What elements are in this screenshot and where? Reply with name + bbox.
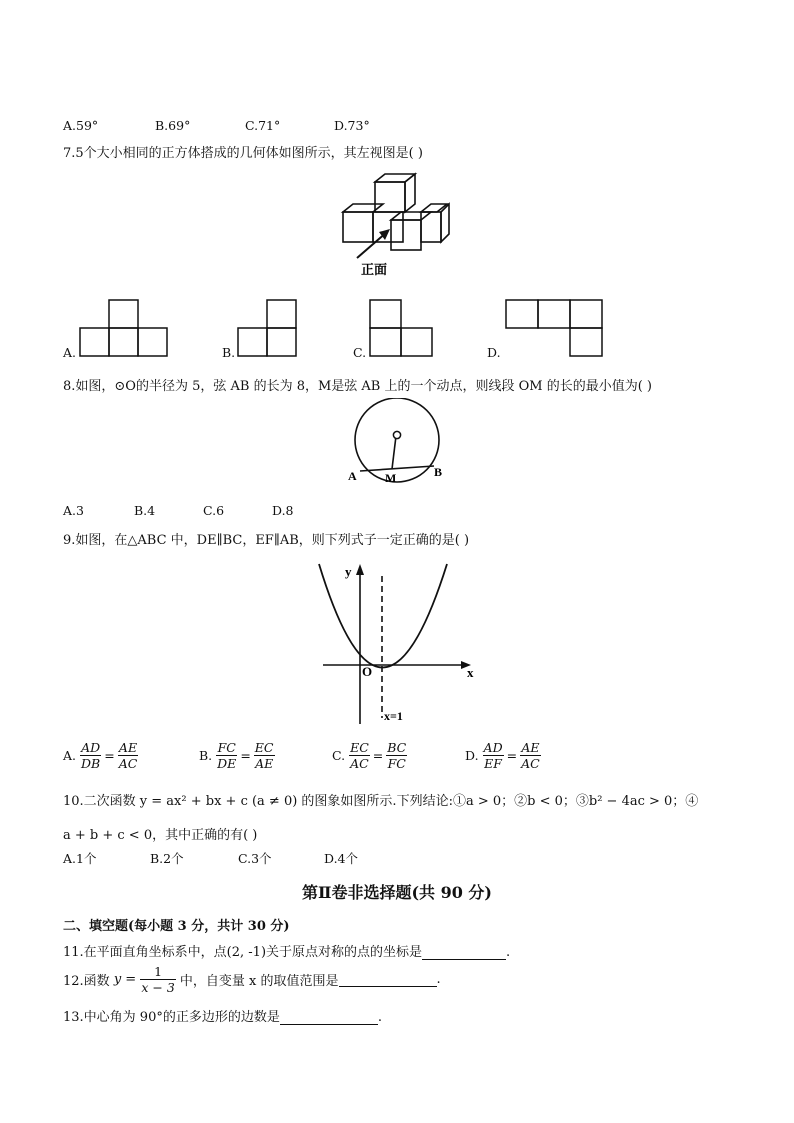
q8-label-m: M <box>385 471 397 485</box>
q8-label-a: A <box>348 469 357 483</box>
q7-stem: 7.5个大小相同的正方体搭成的几何体如图所示，其左视图是( ) <box>63 146 423 161</box>
q8-label-b: B <box>434 465 443 479</box>
q7-option-b-label: B. <box>222 345 236 360</box>
q10-line2: a + b + c < 0，其中正确的有( ) <box>63 828 258 843</box>
q12-fraction: $\frac{1}{x - 3}$ <box>141 964 175 995</box>
q9-option-d-prefix: D. <box>465 748 479 763</box>
q9-parabola-graph <box>305 556 485 728</box>
q9-option-c-prefix: C. <box>332 748 346 763</box>
q7-option-b-figure <box>236 298 298 358</box>
q7-option-d-label: D. <box>487 345 501 360</box>
q12-y: y = <box>113 972 137 987</box>
q13-end: . <box>377 1010 382 1025</box>
q12-pre: 12.函数 <box>63 974 110 989</box>
q12-answer-blank[interactable] <box>339 972 437 987</box>
q10-option-d: D.4个 <box>324 851 359 866</box>
q6-option-d: D.73° <box>334 118 370 133</box>
q9-stem: 9.如图，在△ABC 中，DE∥BC，EF∥AB，则下列式子一定正确的是( ) <box>63 533 470 548</box>
q12-end: . <box>436 972 441 987</box>
q7-option-c-figure <box>368 298 434 358</box>
q9-graph-x-label: x <box>467 665 474 680</box>
q9-option-d-right-fraction: $\frac{AE}{AC}$ <box>521 740 540 771</box>
q9-option-c-left-fraction: $\frac{EC}{AC}$ <box>350 740 369 771</box>
q9-option-a-prefix: A. <box>63 748 77 763</box>
q9-option-c: C. $\frac{EC}{AC}$ = $\frac{BC}{FC}$ <box>332 740 407 771</box>
q9-graph-origin-label: O <box>362 664 373 679</box>
q9-option-b-prefix: B. <box>199 748 213 763</box>
part2-title: 第Ⅱ卷非选择题(共 90 分) <box>301 883 493 902</box>
q13 <box>63 1006 382 1025</box>
q10-option-a: A.1个 <box>63 851 97 866</box>
q9-option-b: B. $\frac{FC}{DE}$ = $\frac{EC}{AE}$ <box>199 740 274 771</box>
q10-option-b: B.2个 <box>150 851 184 866</box>
q8-stem: 8.如图，⊙O的半径为 5，弦 AB 的长为 8，M是弦 AB 上的一个动点，则线段 OM 的长的最小值为( ) <box>63 379 652 394</box>
part2-section-heading: 二、填空题(每小题 3 分，共计 30 分) <box>63 919 290 934</box>
q7-option-c-label: C. <box>353 345 367 360</box>
q9-option-a-left-fraction: $\frac{AD}{DB}$ <box>81 740 101 771</box>
q9-option-d: D. $\frac{AD}{EF}$ = $\frac{AE}{AC}$ <box>465 740 540 771</box>
q8-option-c: C.6 <box>203 503 225 518</box>
q8-option-d: D.8 <box>272 503 294 518</box>
q10-line1: 10.二次函数 y = ax² + bx + c (a ≠ 0) 的图象如图所示.下列结论:①a > 0；②b < 0；③b² − 4ac > 0；④ <box>63 794 699 809</box>
q12-post: 中，自变量 x 的取值范围是 <box>179 974 339 989</box>
q7-option-a-label: A. <box>63 345 77 360</box>
q9-option-a-right-fraction: $\frac{AE}{AC}$ <box>118 740 138 771</box>
q9-graph-axis-label: x=1 <box>384 709 403 723</box>
q8-option-a: A.3 <box>63 503 84 518</box>
q6-option-c: C.71° <box>245 118 281 133</box>
q7-front-label: 正面 <box>361 262 388 277</box>
q11-answer-blank[interactable] <box>422 945 506 960</box>
q6-option-a: A.59° <box>63 118 99 133</box>
q7-cube-figure <box>335 170 455 280</box>
q7-option-a-figure <box>78 298 170 358</box>
q7-option-d-figure <box>504 298 604 358</box>
q6-option-b: B.69° <box>155 118 191 133</box>
q9-option-b-left-fraction: $\frac{FC}{DE}$ <box>217 740 237 771</box>
q8-option-b: B.4 <box>134 503 156 518</box>
q11-text: 11.在平面直角坐标系中，点(2, -1)关于原点对称的点的坐标是 <box>63 945 423 960</box>
q9-option-d-left-fraction: $\frac{AD}{EF}$ <box>483 740 503 771</box>
q9-option-c-right-fraction: $\frac{BC}{FC}$ <box>387 740 407 771</box>
q12 <box>63 964 441 995</box>
q9-graph-y-label: y <box>345 564 352 579</box>
q13-text: 13.中心角为 90°的正多边形的边数是 <box>63 1010 280 1025</box>
q13-answer-blank[interactable] <box>280 1010 378 1025</box>
q9-option-b-right-fraction: $\frac{EC}{AE}$ <box>254 740 274 771</box>
q8-circle-figure <box>340 398 455 488</box>
q11 <box>63 941 510 960</box>
q11-end: . <box>506 945 511 960</box>
q9-option-a: A. $\frac{AD}{DB}$ = $\frac{AE}{AC}$ <box>63 740 138 771</box>
q10-option-c: C.3个 <box>238 851 272 866</box>
